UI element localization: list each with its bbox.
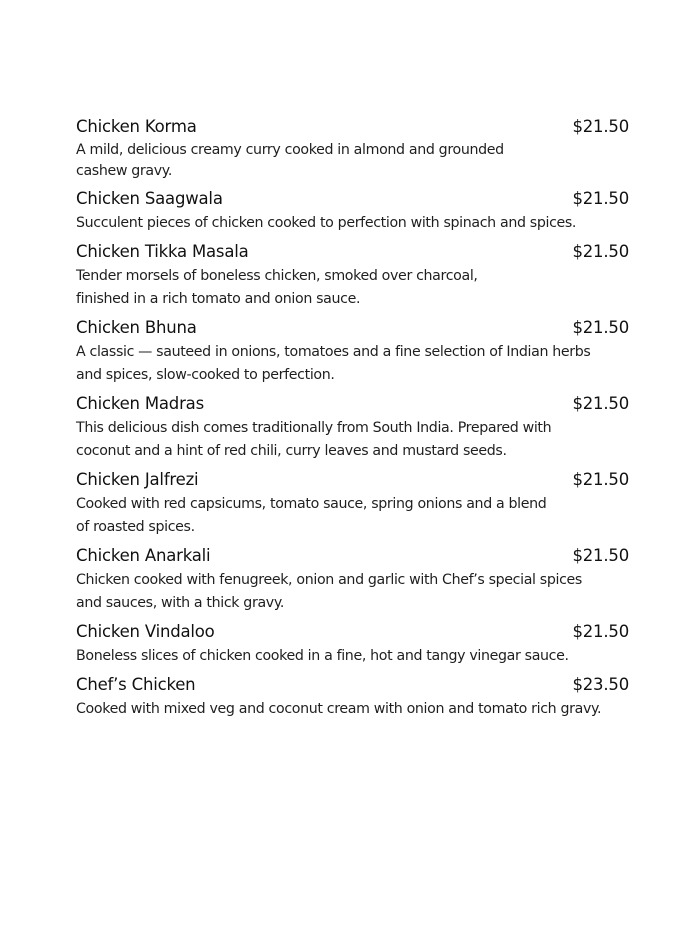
menu-item-header [76, 394, 629, 414]
menu-item-description [76, 698, 629, 721]
menu-item-price: $21.50 [572, 117, 629, 136]
menu-item-header [76, 189, 629, 209]
menu-item-price: $23.50 [572, 675, 629, 694]
menu-item-header [76, 117, 629, 137]
description-line: A mild, delicious creamy curry cooked in almond and grounded [76, 142, 504, 158]
description-line: and spices, slow-cooked to perfection. [76, 367, 335, 383]
description-line: Cooked with red capsicums, tomato sauce, spring onions and a blend [76, 496, 547, 512]
description-line: of roasted spices. [76, 519, 195, 535]
menu-item-chicken-saagwala [76, 189, 629, 235]
description-line: cashew gravy. [76, 163, 172, 179]
menu-item-price: $21.50 [572, 242, 629, 261]
menu-item-header [76, 622, 629, 642]
description-line: Boneless slices of chicken cooked in a fine, hot and tangy vinegar sauce. [76, 648, 569, 664]
menu-item-chicken-vindaloo [76, 622, 629, 668]
menu-item-header [76, 242, 629, 262]
menu-item-name: Chicken Korma [76, 117, 197, 136]
menu-item-price: $21.50 [572, 470, 629, 489]
menu-item-header [76, 470, 629, 490]
menu-item-name: Chicken Madras [76, 394, 204, 413]
description-line: Chicken cooked with fenugreek, onion and garlic with Chef’s special spices [76, 572, 582, 588]
menu-list [76, 117, 629, 721]
menu-item-description [76, 212, 629, 235]
menu-item-name: Chicken Saagwala [76, 189, 223, 208]
menu-item-name: Chicken Bhuna [76, 318, 197, 337]
menu-item-chicken-tikka-masala [76, 242, 629, 311]
menu-item-price: $21.50 [572, 394, 629, 413]
menu-item-name: Chef’s Chicken [76, 675, 196, 694]
menu-item-description [76, 645, 629, 668]
menu-item-description [76, 341, 629, 387]
menu-item-chicken-anarkali [76, 546, 629, 615]
menu-item-description [76, 493, 629, 539]
description-line: and sauces, with a thick gravy. [76, 595, 285, 611]
menu-item-price: $21.50 [572, 318, 629, 337]
menu-item-name: Chicken Tikka Masala [76, 242, 249, 261]
description-line: Cooked with mixed veg and coconut cream with onion and tomato rich gravy. [76, 701, 602, 717]
menu-item-name: Chicken Anarkali [76, 546, 211, 565]
description-line: finished in a rich tomato and onion sauce. [76, 291, 361, 307]
menu-item-header [76, 318, 629, 338]
menu-item-description [76, 417, 629, 463]
description-line: coconut and a hint of red chili, curry leaves and mustard seeds. [76, 443, 507, 459]
menu-item-chicken-bhuna [76, 318, 629, 387]
menu-item-price: $21.50 [572, 546, 629, 565]
menu-item-name: Chicken Jalfrezi [76, 470, 199, 489]
menu-item-description [76, 569, 629, 615]
description-line: This delicious dish comes traditionally from South India. Prepared with [76, 420, 552, 436]
description-line: Tender morsels of boneless chicken, smoked over charcoal, [76, 268, 478, 284]
menu-item-chicken-korma [76, 117, 629, 182]
menu-item-description [76, 140, 629, 182]
menu-item-chicken-jalfrezi [76, 470, 629, 539]
menu-item-chefs-chicken [76, 675, 629, 721]
menu-item-chicken-madras [76, 394, 629, 463]
menu-item-header [76, 546, 629, 566]
description-line: Succulent pieces of chicken cooked to perfection with spinach and spices. [76, 215, 577, 231]
description-line: A classic — sauteed in onions, tomatoes and a fine selection of Indian herbs [76, 344, 591, 360]
menu-item-price: $21.50 [572, 622, 629, 641]
menu-item-header [76, 675, 629, 695]
menu-item-name: Chicken Vindaloo [76, 622, 215, 641]
menu-item-price: $21.50 [572, 189, 629, 208]
menu-item-description [76, 265, 629, 311]
